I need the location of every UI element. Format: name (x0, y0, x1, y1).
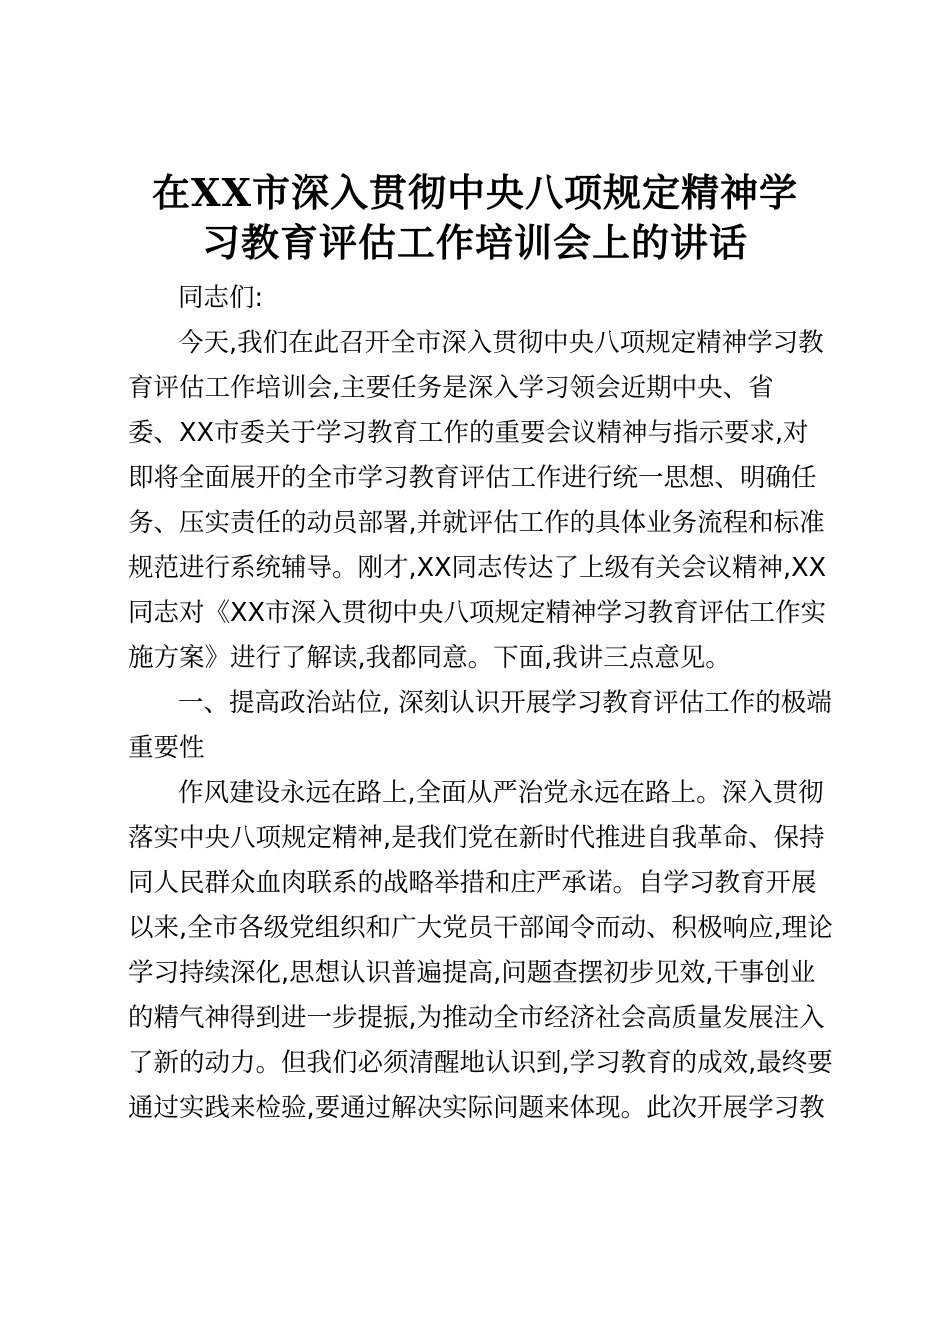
body-line: 育评估工作培训会,主要任务是深入学习领会近期中央、省 (128, 373, 774, 403)
body-line: 的精气神得到进一步提振,为推动全市经济社会高质量发展注入 (128, 1003, 825, 1033)
body-line: 即将全面展开的全市学习教育评估工作进行统一思想、明确任 (128, 463, 817, 493)
body-line: 以来,全市各级党组织和广大党员干部闻令而动、积极响应,理论 (128, 913, 833, 943)
body-line: 施方案》进行了解读,我都同意。下面,我讲三点意见。 (128, 643, 731, 673)
document-title-line-2: 习教育评估工作培训会上的讲话 (201, 220, 748, 265)
body-line: 了新的动力。但我们必须清醒地认识到,学习教育的成效,最终要 (128, 1048, 833, 1078)
document-title-line-1: 在XX市深入贯彻中央八项规定精神学 (152, 170, 798, 215)
body-line: 同志对《XX市深入贯彻中央八项规定精神学习教育评估工作实 (128, 598, 826, 628)
section-heading-line: 重要性 (128, 733, 205, 763)
section-heading-line: 一、提高政治站位, 深刻认识开展学习教育评估工作的极端 (178, 688, 832, 718)
body-line: 务、压实责任的动员部署,并就评估工作的具体业务流程和标准 (128, 508, 825, 538)
body-line: 落实中央八项规定精神,是我们党在新时代推进自我革命、保持 (128, 823, 825, 853)
body-line: 规范进行系统辅导。刚才,XX同志传达了上级有关会议精神,XX (128, 553, 827, 583)
body-line: 今天,我们在此召开全市深入贯彻中央八项规定精神学习教 (178, 328, 824, 358)
body-line: 通过实践来检验,要通过解决实际问题来体现。此次开展学习教 (128, 1093, 825, 1123)
salutation: 同志们: (178, 283, 264, 313)
body-line: 委、XX市委关于学习教育工作的重要会议精神与指示要求,对 (128, 418, 809, 448)
body-line: 同人民群众血肉联系的战略举措和庄严承诺。自学习教育开展 (128, 868, 817, 898)
body-line: 学习持续深化,思想认识普遍提高,问题查摆初步见效,干事创业 (128, 958, 816, 988)
body-line: 作风建设永远在路上,全面从严治党永远在路上。深入贯彻 (178, 778, 824, 808)
